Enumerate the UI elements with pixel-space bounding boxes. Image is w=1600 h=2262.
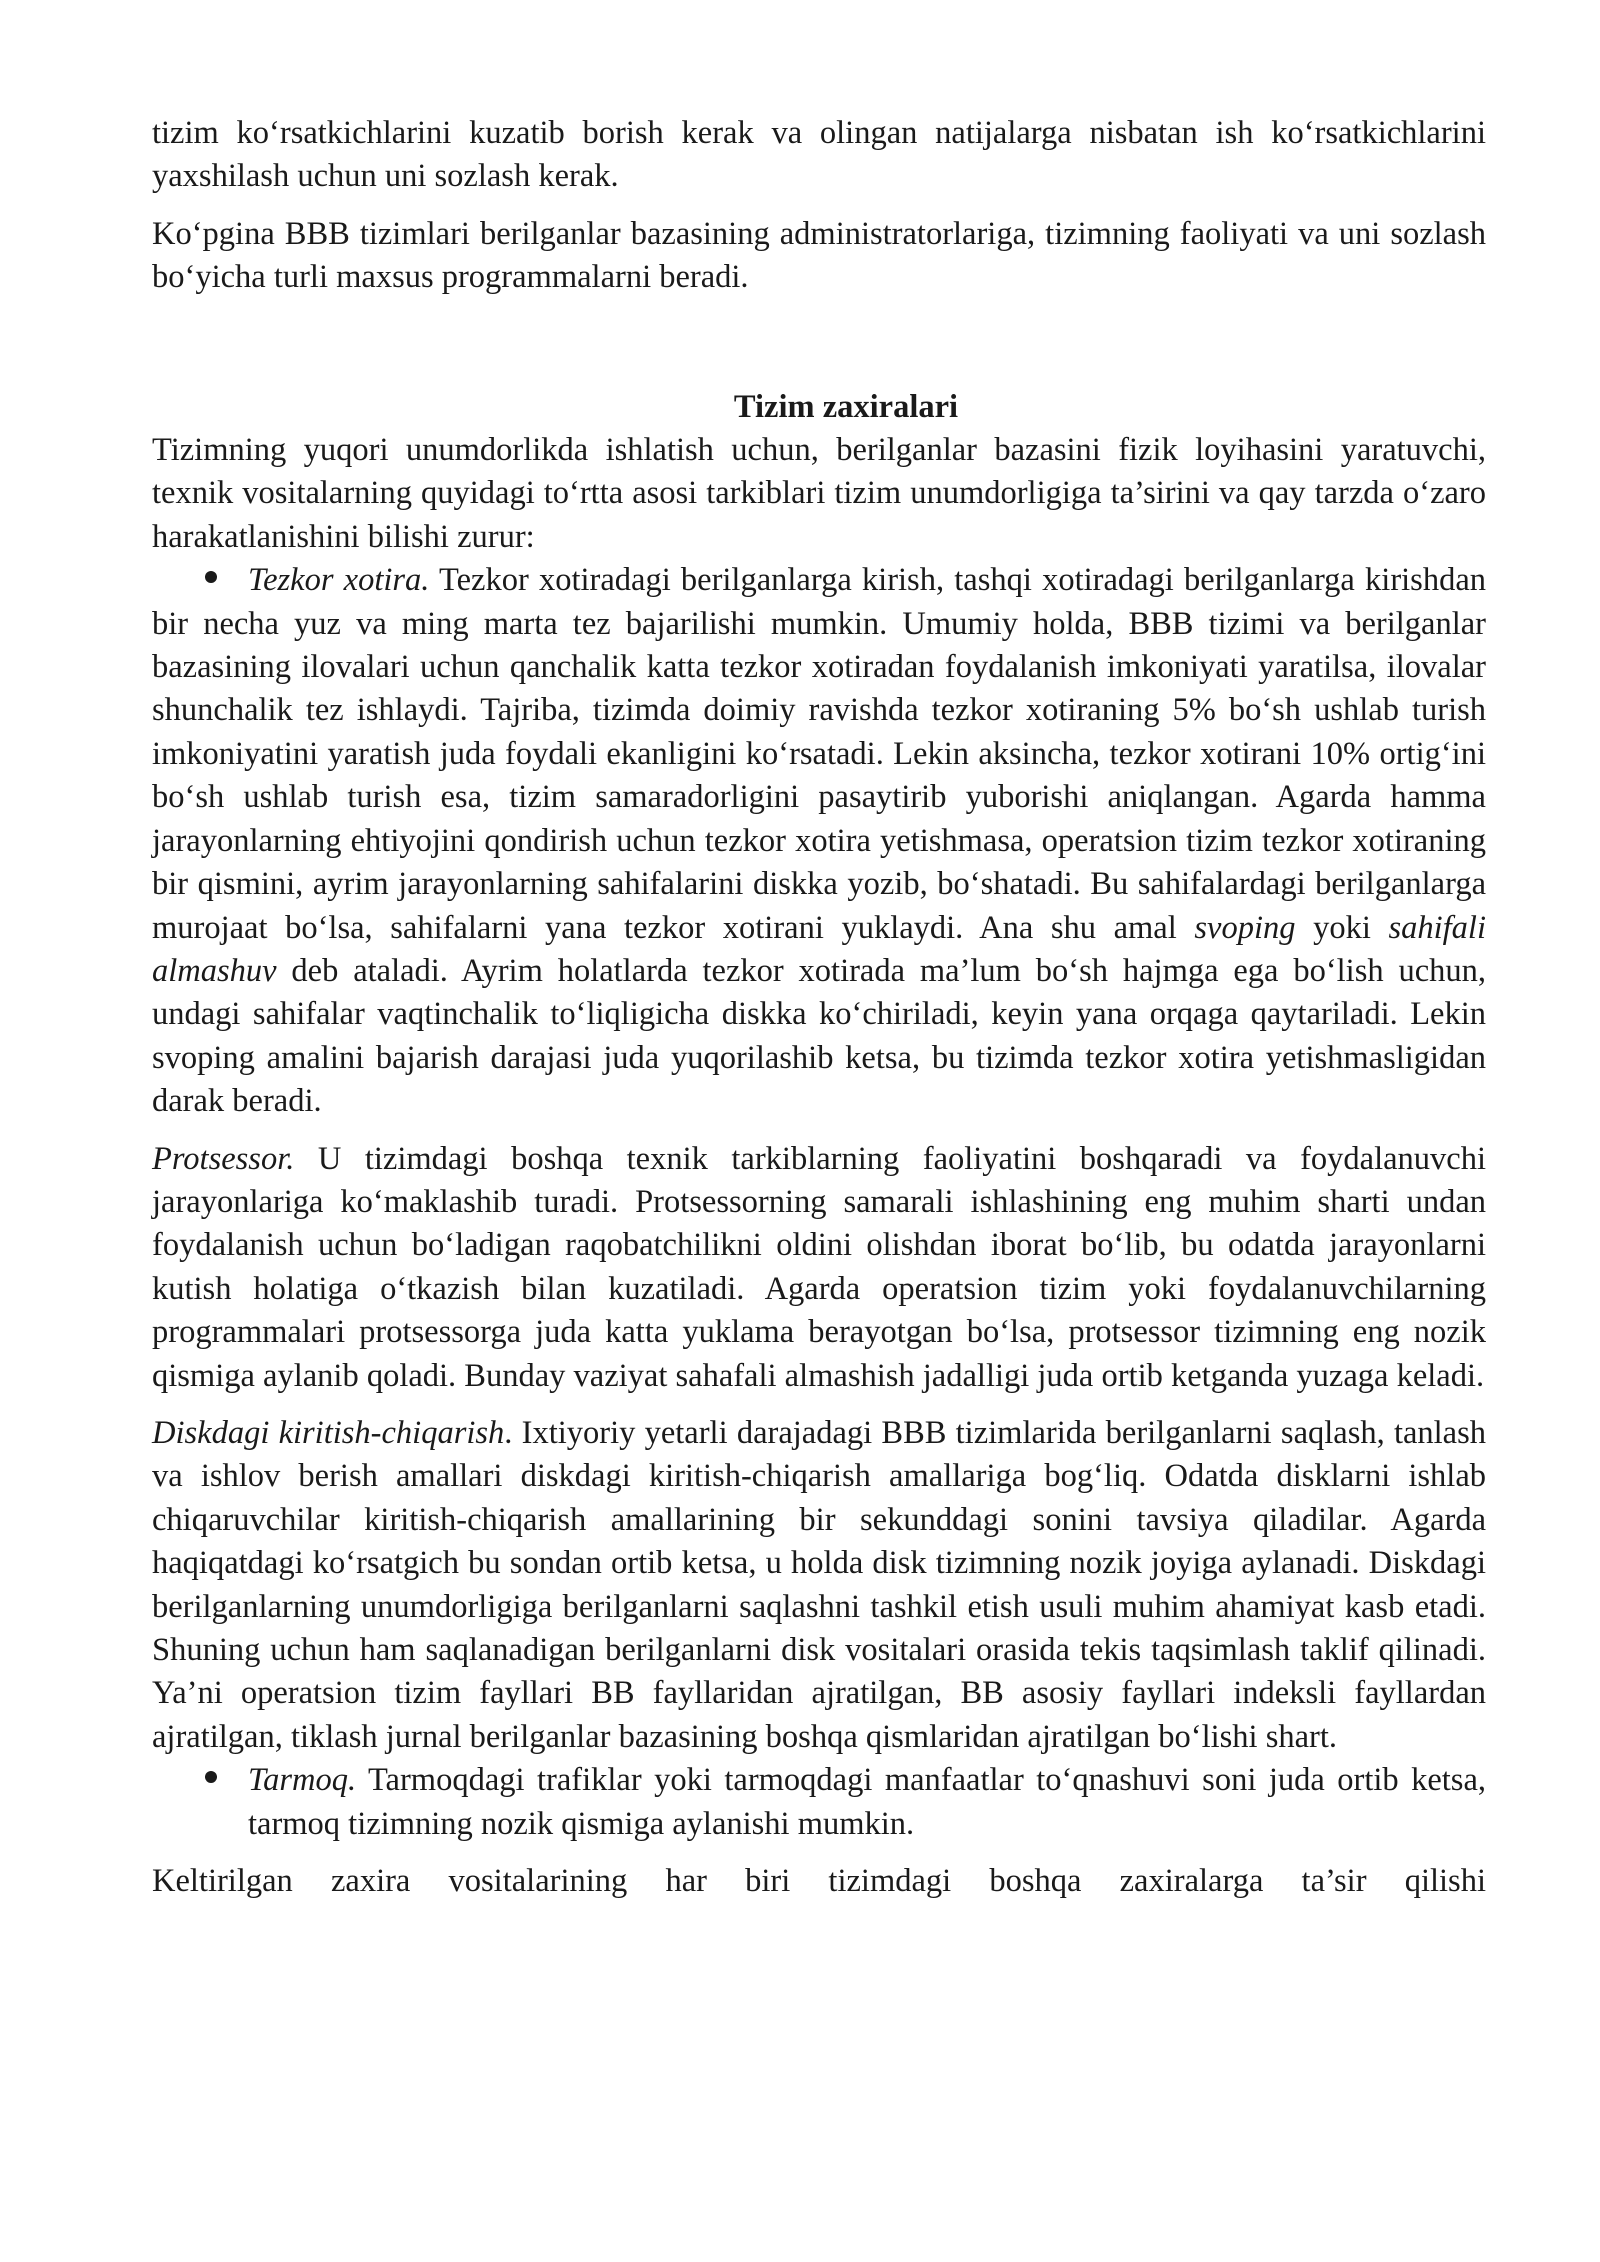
network-text: Tarmoqdagi trafiklar yoki tarmoqdagi manfaatlar to‘qnashuvi soni juda ortib ketsa, tarmoq tizimning nozik qismiga aylanishi mumkin. — [248, 1762, 1486, 1842]
term-processor: Protsessor. — [152, 1140, 295, 1177]
document-page — [152, 112, 1486, 1903]
paragraph-intro: tizim ko‘rsatkichlarini kuzatib borish kerak va olingan natijalarga nisbatan ish ko‘rsatkichlarini yaxshilash uchun uni sozlash kerak. — [152, 115, 1486, 195]
processor-text: U tizimdagi boshqa texnik tarkiblarning faoliyatini boshqaradi va foydalanuvchi jarayonlariga ko‘maklashib turadi. Protsessorning samarali ishlashining eng muhim sharti undan foydalanish uchun bo‘ladigan raqobatchilikni oldini olishdan iborat bo‘lib, bu odatda jarayonlarni kutish holatiga o‘tkazish bilan kuzatiladi. Agarda operatsion tizim yoki foydalanuvchilarning programmalari protsessorga juda katta yuklama berayotgan bo‘lsa, protsessor tizimning eng nozik qismiga aylanib qoladi. Bunday vaziyat sahafali almashish jadalligi juda ortib ketganda yuzaga keladi. — [152, 1140, 1486, 1394]
memory-text-or: yoki — [1295, 909, 1389, 946]
section-heading: Tizim zaxiralari — [733, 388, 959, 425]
term-page-exchange: sahifali almashuv — [152, 909, 1486, 989]
term-network: Tarmoq. — [248, 1762, 357, 1799]
paragraph-disk-io — [152, 1412, 1486, 1759]
term-disk-io: Diskdagi kiritish-chiqarish — [152, 1414, 505, 1451]
memory-text: Tezkor xotiradagi berilganlarga kirish, tashqi xotiradagi berilganlarga kirishdan bir necha yuz va ming marta tez bajarilishi mumkin. Umumiy holda, BBB tizimi va berilganlar bazasining ilovalari uchun qanchalik katta tezkor xotiradan foydalanish imkoniyati yaratilsa, ilovalar shunchalik tez ishlaydi. Tajriba, tizimda doimiy ravishda tezkor xotiraning 5% bo‘sh ushlab turish imkoniyatini yaratish juda foydali ekanligini ko‘rsatadi. Lekin aksincha, tezkor xotirani 10% ortig‘ini bo‘sh ushlab turish esa, tizim samaradorligini pasaytirib yuborishi aniqlangan. Agarda hamma jarayonlarning ehtiyojini qondirish uchun tezkor xotira yetishmasa, operatsion tizim tezkor xotiraning bir qismini, ayrim jarayonlarning sahifalarini diskka yozib, bo‘shatadi. Bu sahifalardagi berilganlarga murojaat bo‘lsa, sahifalarni yana tezkor xotirani yuklaydi. Ana shu amal — [152, 562, 1486, 946]
bullet-item-network — [152, 1759, 1486, 1846]
memory-text-end: deb ataladi. Ayrim holatlarda tezkor xotirada ma’lum bo‘sh hajmga ega bo‘lish uchun, undagi sahifalar vaqtinchalik to‘liqligicha diskka ko‘chiriladi, keyin yana orqaga qaytariladi. Lekin svoping amalini bajarish darajasi juda yuqorilashib ketsa, bu tizimda tezkor xotira yetishmasligidan darak beradi. — [152, 952, 1486, 1120]
bullet-icon — [205, 1771, 217, 1783]
term-swapping: svoping — [1194, 909, 1296, 946]
paragraph-components-intro: Tizimning yuqori unumdorlikda ishlatish uchun, berilganlar bazasini fizik loyihasini yaratuvchi, texnik vositalarning quyidagi to‘rtta asosi tarkiblari tizim unumdorligiga ta’sirini va qay tarzda o‘zaro harakatlanishini bilishi zurur: — [152, 432, 1486, 555]
paragraph-conclusion: Keltirilgan zaxira vositalarining har biri tizimdagi boshqa zaxiralarga ta’sir qilishi — [152, 1863, 1486, 1900]
bullet-item-memory — [152, 559, 1486, 1123]
term-memory: Tezkor xotira. — [248, 562, 430, 599]
bullet-icon — [205, 571, 217, 583]
paragraph-processor — [152, 1138, 1486, 1398]
disk-io-text: . Ixtiyoriy yetarli darajadagi BBB tizimlarida berilganlarni saqlash, tanlash va ishlov berish amallari diskdagi kiritish-chiqarish amallariga bog‘liq. Odatda disklarni ishlab chiqaruvchilar kiritish-chiqarish amallarining bir sekunddagi sonini tavsiya qiladilar. Agarda haqiqatdagi ko‘rsatgich bu sondan ortib ketsa, u holda disk tizimning nozik joyiga aylanadi. Diskdagi berilganlarning unumdorligiga berilganlarni saqlashni tashkil etish usuli muhim ahamiyat kasb etadi. Shuning uchun ham saqlanadigan berilganlarni disk vositalari orasida tekis taqsimlash taklif qilinadi. Ya’ni operatsion tizim fayllari BB fayllaridan ajratilgan, BB asosiy fayllari indeksli fayllardan ajratilgan, tiklash jurnal berilganlar bazasining boshqa qismlaridan ajratilgan bo‘lishi shart. — [152, 1414, 1487, 1755]
paragraph-bbb-tools: Ko‘pgina BBB tizimlari berilganlar bazasining administratorlariga, tizimning faoliyati va uni sozlash bo‘yicha turli maxsus programmalarni beradi. — [152, 215, 1486, 296]
